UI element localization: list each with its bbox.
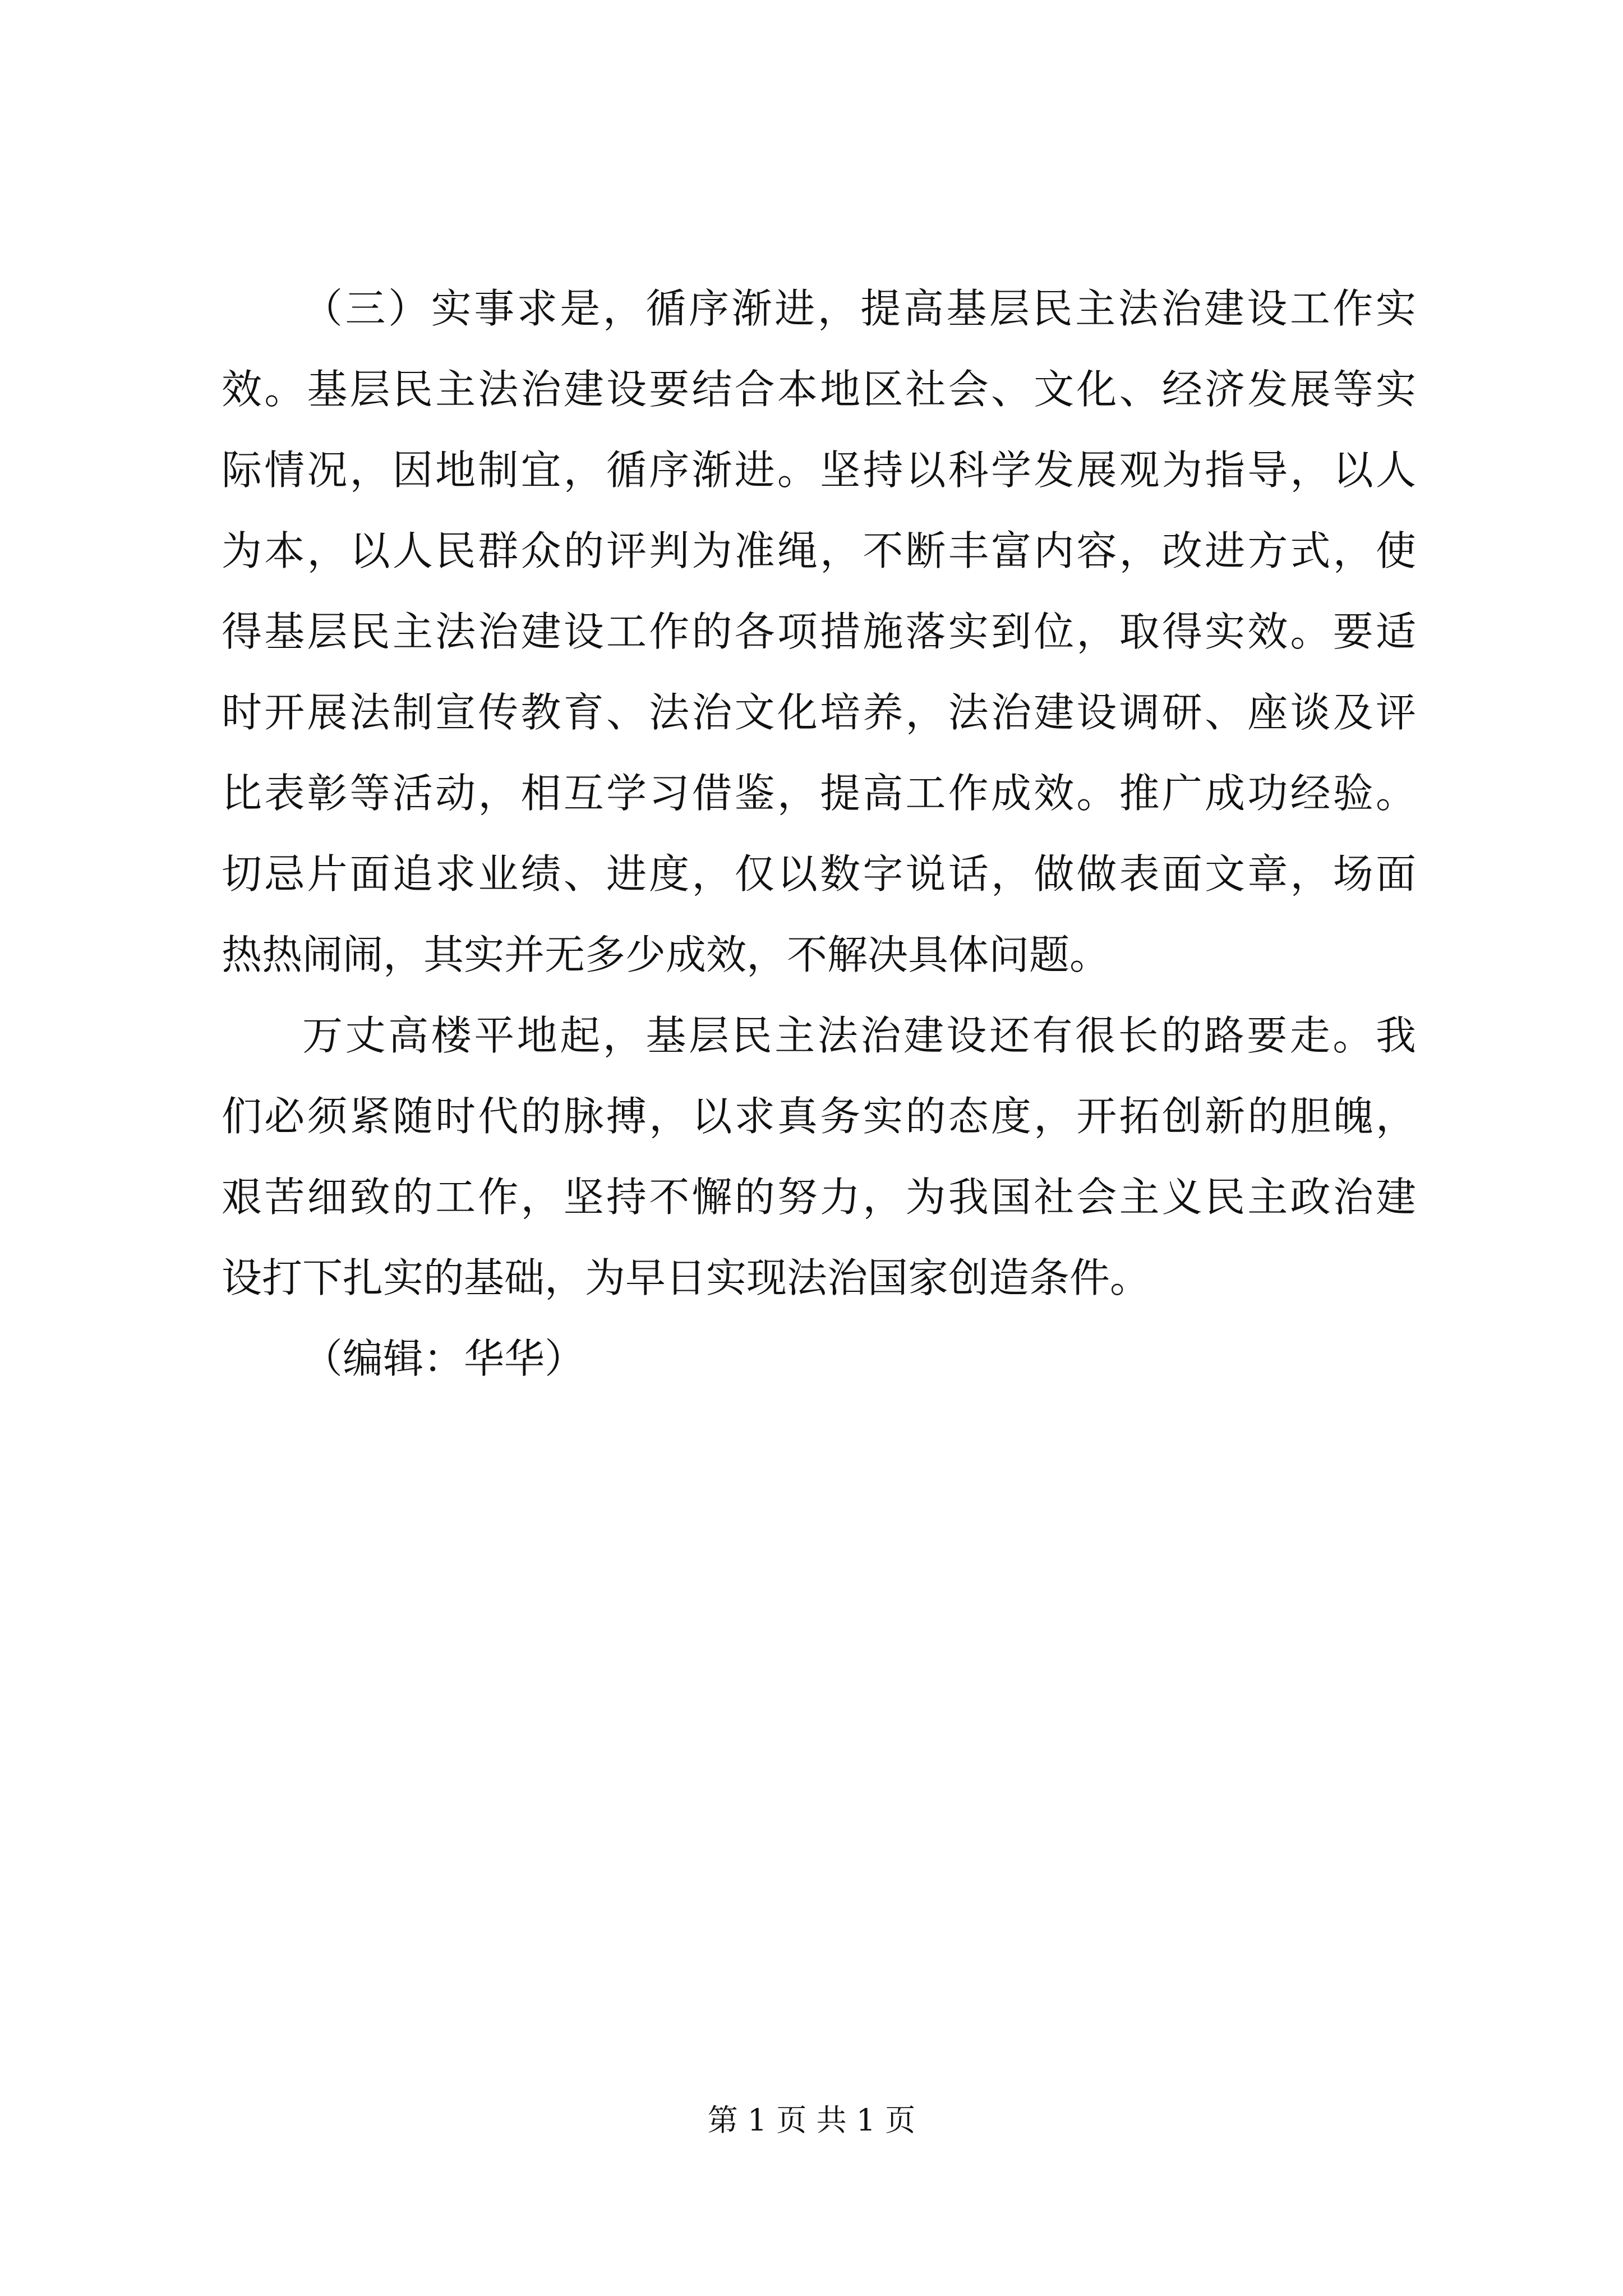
page-number-footer: 第 1 页 共 1 页: [707, 2102, 916, 2138]
paragraph-line: 得基层民主法治建设工作的各项措施落实到位，取得实效。要适: [222, 608, 1416, 655]
paragraph-2: [222, 995, 1416, 1318]
paragraph-line: 热热闹闹，其实并无多少成效，不解决具体问题。: [222, 931, 1110, 978]
paragraph-line: 效。基层民主法治建设要结合本地区社会、文化、经济发展等实: [222, 366, 1416, 413]
editor-note-line: （编辑：华华）: [302, 1335, 585, 1382]
paragraph-1: [222, 268, 1416, 995]
paragraph-line: 时开展法制宣传教育、法治文化培养，法治建设调研、座谈及评: [222, 689, 1416, 736]
editor-note: [222, 1318, 1416, 1399]
paragraph-line: 们必须紧随时代的脉搏，以求真务实的态度，开拓创新的胆魄，: [222, 1093, 1416, 1140]
paragraph-line: （三）实事求是，循序渐进，提高基层民主法治建设工作实: [302, 285, 1416, 332]
paragraph-line: 际情况，因地制宜，循序渐进。坚持以科学发展观为指导，以人: [222, 447, 1416, 494]
paragraph-line: 艰苦细致的工作，坚持不懈的努力，为我国社会主义民主政治建: [222, 1174, 1416, 1221]
paragraph-line: 比表彰等活动，相互学习借鉴，提高工作成效。推广成功经验。: [222, 770, 1416, 817]
document-body: [222, 268, 1416, 1399]
paragraph-line: 为本，以人民群众的评判为准绳，不断丰富内容，改进方式，使: [222, 527, 1416, 574]
paragraph-line: 切忌片面追求业绩、进度，仅以数字说话，做做表面文章，场面: [222, 850, 1416, 898]
paragraph-line: 万丈高楼平地起，基层民主法治建设还有很长的路要走。我: [302, 1012, 1416, 1059]
paragraph-line: 设打下扎实的基础，为早日实现法治国家创造条件。: [222, 1254, 1151, 1301]
